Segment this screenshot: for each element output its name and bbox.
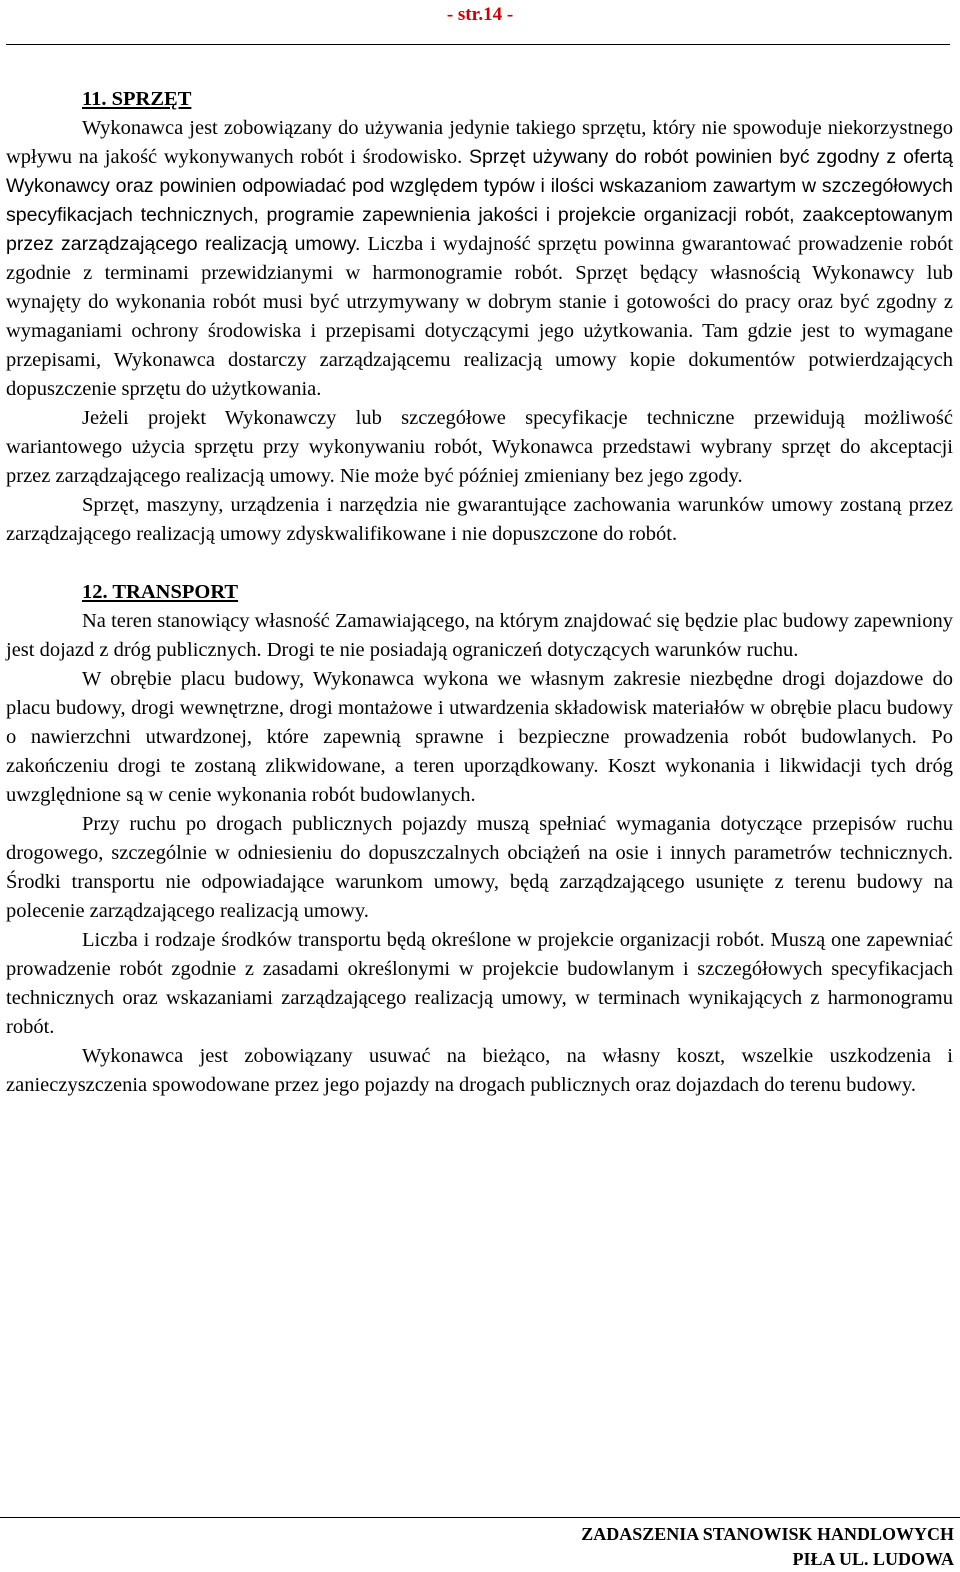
- document-body: [6, 85, 953, 1100]
- paragraph: Sprzęt, maszyny, urządzenia i narzędzia nie gwarantujące zachowania warunków umowy zostaną przez zarządzającego realizacją umowy zdyskwalifikowane i nie dopuszczone do robót.: [6, 494, 953, 545]
- paragraph: Przy ruchu po drogach publicznych pojazdy muszą spełniać wymagania dotyczące przepisów ruchu drogowego, szczególnie w odniesieniu do dopuszczalnych obciążeń na osie i innych parametrów technicznych. Środki transportu nie odpowiadające warunkom umowy, będą zarządzającego usunięte z terenu budowy na polecenie zarządzającego realizacją umowy.: [6, 813, 953, 922]
- paragraph: Na teren stanowiący własność Zamawiającego, na którym znajdować się będzie plac budowy zapewniony jest dojazd z dróg publicznych. Drogi te nie posiadają ograniczeń dotyczących warunków ruchu.: [6, 610, 953, 661]
- footer: [581, 1522, 954, 1572]
- section-heading-transport: 12. TRANSPORT: [82, 581, 239, 603]
- paragraph-text-sans: Sprzęt używany do robót powinien być zgodny z ofertą Wykonawcy oraz powinien odpowiadać pod względem typów i ilości wskazaniom zawartym w szczegółowych specyfikacjach technicznych, programie zapewnienia jakości i projekcie organizacji robót, zaakceptowanym przez zarządzającego realizacją umowy.: [6, 146, 953, 255]
- paragraph: W obrębie placu budowy, Wykonawca wykona we własnym zakresie niezbędne drogi dojazdowe do placu budowy, drogi wewnętrzne, drogi montażowe i utwardzenia składowisk materiałów w obrębie placu budowy o nawierzchni utwardzonej, które zapewnią sprawne i bezpieczne prowadzenia robót budowlanych. Po zakończeniu drogi te zostaną zlikwidowane, a teren uporządkowany. Koszt wykonania i likwidacji tych dróg uwzględnione są w cenie wykonania robót budowlanych.: [6, 668, 953, 806]
- paragraph-text: Wykonawca jest zobowiązany do używania jedynie takiego sprzętu, który nie spowoduje niekorzystnego wpływu na jakość wykonywanych robót i środowisko.: [6, 117, 953, 168]
- page-number: - str.14 -: [446, 4, 514, 25]
- paragraph: Liczba i rodzaje środków transportu będą określone w projekcie organizacji robót. Muszą one zapewniać prowadzenie robót zgodnie z zasadami określonymi w projekcie budowlanym i szczegółowych specyfikacjach technicznych oraz wskazaniami zarządzającego realizacją umowy, w terminach wynikających z harmonogramu robót.: [6, 929, 953, 1038]
- paragraph: [6, 114, 953, 404]
- paragraph: Wykonawca jest zobowiązany usuwać na bieżąco, na własny koszt, wszelkie uszkodzenia i zanieczyszczenia spowodowane przez jego pojazdy na drogach publicznych oraz dojazdach do terenu budowy.: [6, 1045, 953, 1096]
- footer-project-title: ZADASZENIA STANOWISK HANDLOWYCH: [581, 1524, 954, 1544]
- footer-divider: [0, 1517, 960, 1518]
- paragraph: Jeżeli projekt Wykonawczy lub szczegółowe specyfikacje techniczne przewidują możliwość wariantowego użycia sprzętu przy wykonywaniu robót, Wykonawca przedstawi wybrany sprzęt do akceptacji przez zarządzającego realizacją umowy. Nie może być później zmieniany bez jego zgody.: [6, 407, 953, 487]
- section-heading-sprzet: 11. SPRZĘT: [82, 88, 192, 110]
- footer-location: PIŁA UL. LUDOWA: [792, 1549, 954, 1569]
- header-divider: [6, 44, 950, 45]
- section-spacer: [6, 549, 953, 578]
- paragraph-text: Liczba i wydajność sprzętu powinna gwarantować prowadzenie robót zgodnie z terminami przewidzianymi w harmonogramie robót. Sprzęt będący własnością Wykonawcy lub wynajęty do wykonania robót musi być utrzymywany w dobrym stanie i gotowości do pracy oraz być zgodny z wymaganiami ochrony środowiska i przepisami dotyczącymi jego użytkowania. Tam gdzie jest to wymagane przepisami, Wykonawca dostarczy zarządzającemu realizacją umowy kopie dokumentów potwierdzających dopuszczenie sprzętu do użytkowania.: [6, 233, 954, 400]
